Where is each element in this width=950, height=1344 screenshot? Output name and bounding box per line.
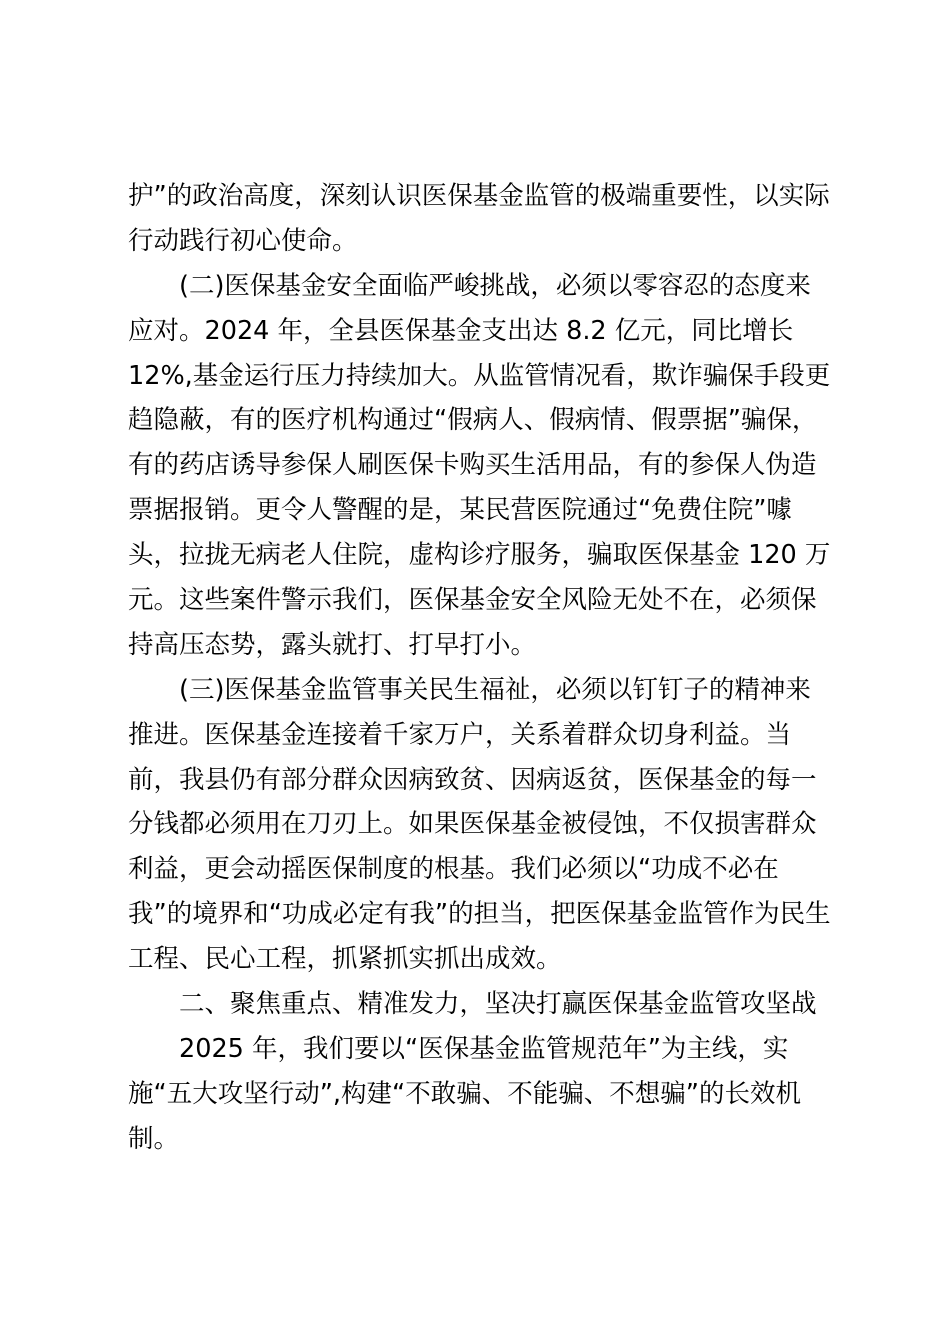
text-line: 应对。2024 年，全县医保基金支出达 8.2 亿元，同比增长: [128, 315, 794, 346]
document-body: [128, 174, 838, 1162]
text-line: 票据报销。更令人警醒的是，某民营医院通过“免费住院”噱: [128, 495, 792, 526]
text-line: 有的药店诱导参保人刷医保卡购买生活用品，有的参保人伪造: [128, 450, 817, 481]
text-line: 持高压态势，露头就打、打早打小。: [128, 629, 537, 660]
text-line: 头，拉拢无病老人住院，虚构诊疗服务，骗取医保基金 120 万: [128, 540, 831, 571]
text-line: (二)医保基金安全面临严峻挑战，必须以零容忍的态度来: [179, 270, 811, 301]
text-line: 制。: [128, 1123, 180, 1154]
text-line: 2025 年，我们要以“医保基金监管规范年”为主线，实: [179, 1033, 789, 1064]
text-line: 我”的境界和“功成必定有我”的担当，把医保基金监管作为民生: [128, 899, 831, 930]
text-line: 施“五大攻坚行动”,构建“不敢骗、不能骗、不想骗”的长效机: [128, 1078, 801, 1109]
text-line: 行动践行初心使命。: [128, 225, 358, 256]
text-line: 推进。医保基金连接着千家万户，关系着群众切身利益。当: [128, 719, 792, 750]
text-line: 前，我县仍有部分群众因病致贫、因病返贫，医保基金的每一: [128, 764, 817, 795]
text-line: 工程、民心工程，抓紧抓实抓出成效。: [128, 944, 562, 975]
text-line: 分钱都必须用在刀刃上。如果医保基金被侵蚀，不仅损害群众: [128, 809, 817, 840]
text-line: 护”的政治高度，深刻认识医保基金监管的极端重要性，以实际: [128, 181, 830, 211]
text-line: 元。这些案件警示我们，医保基金安全风险无处不在，必须保: [128, 585, 817, 616]
text-line: 趋隐蔽，有的医疗机构通过“假病人、假病情、假票据”骗保，: [128, 405, 818, 436]
text-line: 二、聚焦重点、精准发力，坚决打赢医保基金监管攻坚战: [179, 989, 817, 1020]
text-line: (三)医保基金监管事关民生福祉，必须以钉钉子的精神来: [179, 674, 811, 705]
text-line: 利益，更会动摇医保制度的根基。我们必须以“功成不必在: [128, 854, 779, 885]
text-line: 12%,基金运行压力持续加大。从监管情况看，欺诈骗保手段更: [128, 360, 831, 391]
